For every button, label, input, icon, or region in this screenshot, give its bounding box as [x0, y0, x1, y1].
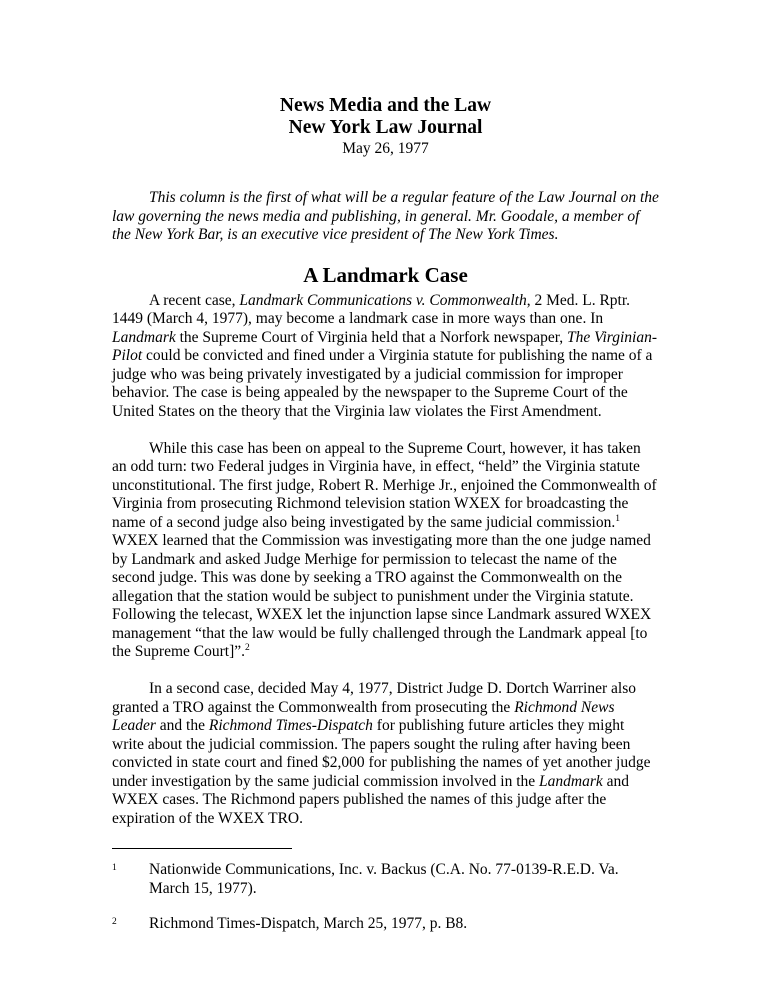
footnote-number: 2 [112, 917, 117, 927]
footnote [112, 915, 659, 934]
document-page [112, 95, 659, 934]
section-heading: A Landmark Case [303, 262, 468, 287]
footnote-ref-2[interactable]: 2 [245, 642, 250, 653]
newspaper-name: The Virginian-Pilot [112, 328, 658, 364]
paragraph-3: In a second case, decided May 4, 1977, District Judge D. Dortch Warriner also granted a TRO against the Commonwealth from prosecuting the Richmond News Leader and the Richmond Times-Dispatch for publishing future articles they might write about the judicial commission. The papers sought the ruling after having been convicted in state court and fined $2,000 for publishing the names of yet another judge under investigation by the same judicial commission involved in the Landmark and WXEX cases. The Richmond papers published the names of this judge after the expiration of the WXEX TRO. [112, 680, 651, 827]
footnote-text: Nationwide Communications, Inc. v. Backus (C.A. No. 77-0139-R.E.D. Va. March 15, 1977). [149, 861, 619, 897]
footnote-ref-1[interactable]: 1 [615, 513, 620, 524]
footnote [112, 861, 659, 898]
publication-date: May 26, 1977 [342, 140, 429, 157]
intro-note: This column is the first of what will be a regular feature of the Law Journal on the law governing the news media and publishing, in general. Mr. Goodale, a member of the New York Bar, is an executive vice president of The New York Times. [112, 189, 659, 243]
newspaper-name: Richmond Times-Dispatch [208, 717, 373, 734]
footnote-divider [112, 848, 292, 849]
case-name: Landmark Communications v. Commonwealth [239, 291, 527, 309]
case-name: Landmark [539, 772, 603, 790]
paragraph-2: While this case has been on appeal to the Supreme Court, however, it has taken an odd turn: two Federal judges in Virginia have, in effect, “held” the Virginia statute unconstitutional. The first judge, Robert R. Merhige Jr., enjoined the Commonwealth of Virginia from prosecuting Richmond television station WXEX for broadcasting the name of a second judge also being investigated by the same judicial commission.$^1$ WXEX learned that the Commission was investigating more than the one judge named by Landmark and asked Judge Merhige for permission to telecast the name of the second judge. This was done by seeking a TRO against the Commonwealth on the allegation that the station would be subject to punishment under the Virginia statute. Following the telecast, WXEX let the injunction lapse since Landmark assured WXEX management “that the law would be fully challenged through the Landmark appeal [to the Supreme Court]”.$^2$ [112, 439, 657, 660]
title-line-2: New York Law Journal [288, 117, 483, 138]
column-title [112, 95, 659, 139]
case-name: Landmark [112, 328, 176, 346]
footnote-number: 1 [112, 863, 117, 873]
paragraph-1: A recent case, Landmark Communications v. Commonwealth, 2 Med. L. Rptr. 1449 (March 4, 1977), may become a landmark case in more ways than one. In Landmark the Supreme Court of Virginia held that a Norfork newspaper, The Virginian-Pilot could be convicted and fined under a Virginia statute for publishing the name of a judge who was being privately investigated by a judicial commission for improper behavior. The case is being appealed by the newspaper to the Supreme Court of the United States on the theory that the Virginia law violates the First Amendment. [112, 291, 658, 420]
newspaper-name: Richmond News Leader [112, 698, 615, 734]
title-line-1: News Media and the Law [279, 95, 492, 116]
footnote-text: Richmond Times-Dispatch, March 25, 1977, p. B8. [149, 915, 468, 932]
